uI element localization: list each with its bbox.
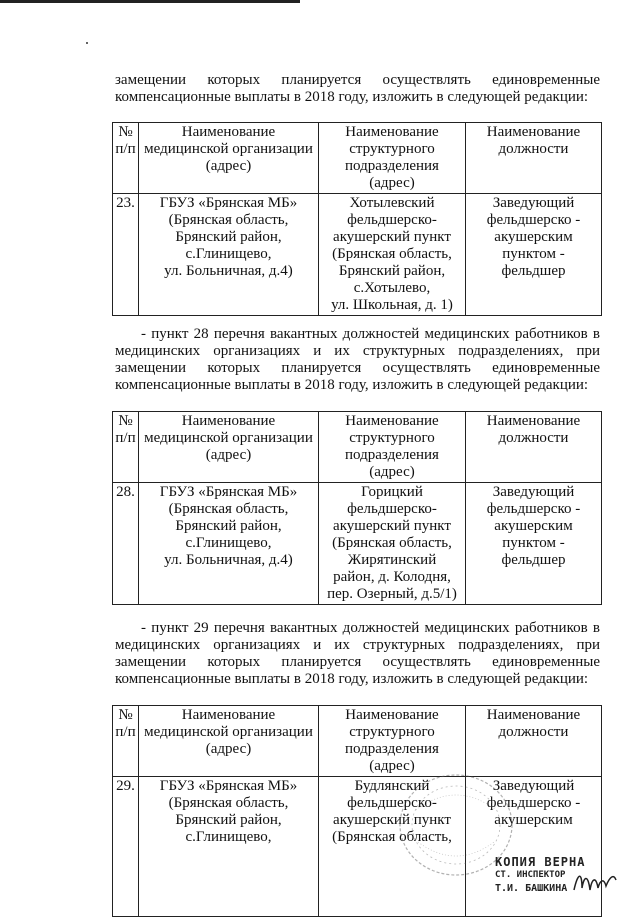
paragraph-line: компенсационные выплаты в 2018 году, изложить в следующей редакции: [115,89,589,105]
cell-line: (адрес) [369,464,415,480]
speck [86,42,88,44]
cell-line: подразделения [345,741,439,757]
cell-line: Будлянский [354,778,430,794]
cell-line: ул. Больничная, д.4) [164,263,293,279]
cell-line: ул. Школьная, д. 1) [331,297,453,313]
paragraph-line: замещении которых планируется осуществлять единовременные [115,72,600,88]
cell-line: Жирятинский [347,552,437,568]
cell-line: (Брянская область, [168,212,289,228]
header-num [113,412,139,483]
cell-line: фельдшерско- [347,795,437,811]
cell-line: Брянский район, [175,229,282,245]
signature-icon [570,868,618,896]
cell-line: с.Глинищево, [185,535,272,551]
stamp-line-3: Т.И. БАШКИНА [495,883,568,894]
cell-line: п/п [115,141,136,157]
cell-line: подразделения [345,158,439,174]
cell-line: структурного [349,141,435,157]
cell-line: (адрес) [205,447,252,463]
table-row [113,777,602,917]
cell-line: Наименование [486,124,581,140]
cell-num: 23. [113,194,139,316]
header-org [139,123,319,194]
cell-line: ГБУЗ «Брянская МБ» [159,195,298,211]
paragraph-line: - пункт 29 перечня вакантных должностей медицинских работников в [141,620,600,636]
cell-line: акушерским [494,229,573,245]
table-row [113,194,602,316]
cell-line: (Брянская область, [168,795,289,811]
cell-line: Наименование [181,707,276,723]
cell-line: пер. Озерный, д.5/1) [327,586,457,602]
cell-line: медицинской организации [144,724,313,740]
paragraph-line: замещении которых планируется осуществлять единовременные [115,360,600,376]
cell-line: с.Хотылево, [353,280,431,296]
paragraph-line: медицинских организациях и их структурных подразделениях, при [115,343,600,359]
cell-line: подразделения [345,447,439,463]
cell-line: с.Глинищево, [185,829,272,845]
header-unit [319,123,466,194]
paragraph-item-29 [115,620,600,688]
cell-num: 28. [113,483,139,605]
cell-line: фельдшерско - [486,501,581,517]
cell-line: № [118,124,133,140]
cell-line: ГБУЗ «Брянская МБ» [159,778,298,794]
cell-line: фельдшерско- [347,212,437,228]
header-org [139,706,319,777]
cell-line: с.Глинищево, [185,246,272,262]
cell-unit [319,483,466,605]
cell-line: ГБУЗ «Брянская МБ» [159,484,298,500]
cell-line: Наименование [345,707,439,723]
header-org [139,412,319,483]
cell-org [139,483,319,605]
cell-line: акушерский пункт [333,812,451,828]
header-position [466,123,602,194]
paragraph-line: компенсационные выплаты в 2018 году, изложить в следующей редакции: [115,377,589,393]
header-num [113,706,139,777]
cell-line: медицинской организации [144,430,313,446]
cell-line: Горицкий [361,484,423,500]
table-header-row [113,412,602,483]
paragraph-intro [115,72,600,106]
paragraph-line: - пункт 28 перечня вакантных должностей медицинских работников в [141,326,600,342]
cell-line: фельдшер [501,263,566,279]
cell-line: п/п [115,724,136,740]
paragraph-item-28 [115,326,600,394]
cell-line: Брянский район, [338,263,446,279]
cell-line: (Брянская область, [168,501,289,517]
cell-line: пунктом - [502,535,565,551]
cell-line: (Брянская область, [332,535,452,551]
cell-line: Заведующий [492,484,575,500]
table-header-row [113,123,602,194]
cell-line: должности [498,141,569,157]
cell-line: Наименование [345,413,439,429]
cell-line: п/п [115,430,136,446]
cell-line: район, д. Колодня, [333,569,451,585]
top-rule [0,0,300,3]
cell-line: Наименование [181,124,276,140]
cell-line: Наименование [486,707,581,723]
header-num [113,123,139,194]
header-unit [319,412,466,483]
stamp-line-1: КОПИЯ ВЕРНА [495,855,586,869]
cell-line: фельдшерско- [347,501,437,517]
cell-line: акушерским [494,812,573,828]
cell-line: пунктом - [502,246,565,262]
cell-position [466,483,602,605]
paragraph-line: компенсационные выплаты в 2018 году, изложить в следующей редакции: [115,671,589,687]
cell-line: № [118,707,133,723]
cell-line: (Брянская область, [332,246,452,262]
cell-line: фельдшерско - [486,795,581,811]
stamp-line-2: СТ. ИНСПЕКТОР [495,870,566,880]
cell-line: должности [498,724,569,740]
cell-line: акушерский пункт [333,518,451,534]
cell-line: фельдшер [501,552,566,568]
cell-line: медицинской организации [144,141,313,157]
cell-line: акушерским [494,518,573,534]
header-position [466,412,602,483]
cell-line: (адрес) [205,741,252,757]
cell-line: должности [498,430,569,446]
cell-line: (Брянская область, [332,829,452,845]
cell-line: № [118,413,133,429]
paragraph-line: замещении которых планируется осуществлять единовременные [115,654,600,670]
table-row [113,483,602,605]
cell-line: Заведующий [492,778,575,794]
cell-line: Заведующий [492,195,575,211]
header-position [466,706,602,777]
cell-line: структурного [349,724,435,740]
cell-line: структурного [349,430,435,446]
cell-line: фельдшерско - [486,212,581,228]
cell-org [139,194,319,316]
table-item-23 [112,122,602,316]
cell-line: акушерский пункт [333,229,451,245]
cell-line: ул. Больничная, д.4) [164,552,293,568]
cell-line: (адрес) [205,158,252,174]
cell-num: 29. [113,777,139,917]
cell-line: (адрес) [369,758,415,774]
cell-line: Наименование [486,413,581,429]
cell-unit [319,194,466,316]
table-header-row [113,706,602,777]
cell-line: Хотылевский [349,195,435,211]
cell-line: Наименование [181,413,276,429]
cell-org [139,777,319,917]
cell-line: Наименование [345,124,439,140]
cell-line: (адрес) [369,175,415,191]
table-item-28 [112,411,602,605]
cell-position [466,194,602,316]
paragraph-line: медицинских организациях и их структурных подразделениях, при [115,637,600,653]
cell-line: Брянский район, [175,812,282,828]
cell-line: Брянский район, [175,518,282,534]
header-unit [319,706,466,777]
